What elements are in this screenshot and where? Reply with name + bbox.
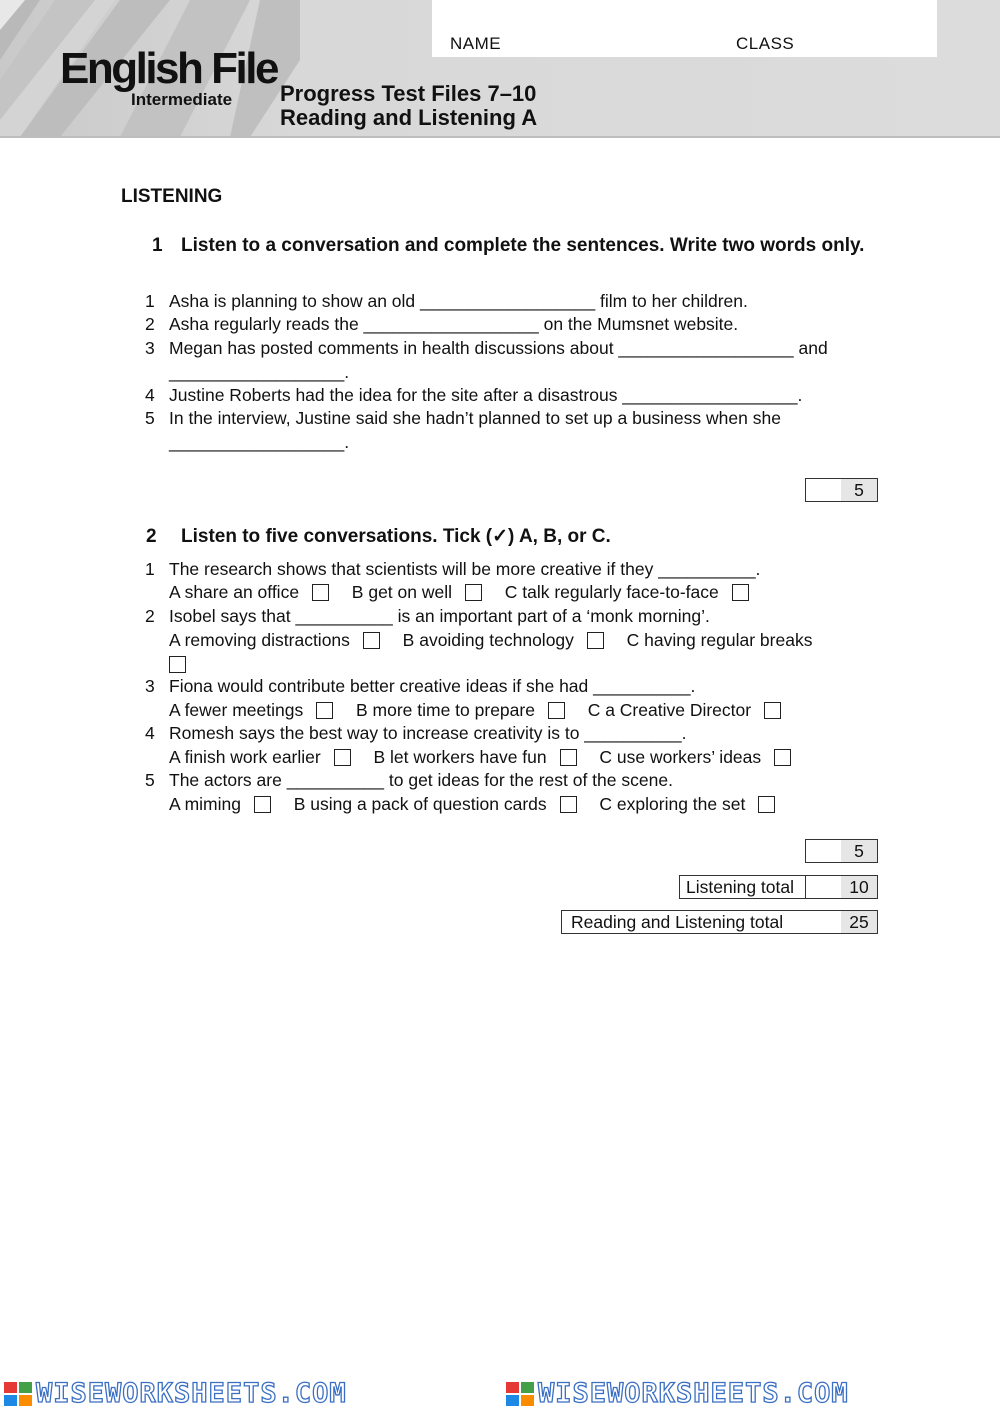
item-number: 2: [145, 606, 155, 626]
wise-logo-icon: [506, 1382, 534, 1406]
header-banner: [0, 0, 1000, 137]
header-divider: [0, 136, 1000, 138]
option-label: C a Creative Director: [587, 700, 752, 720]
class-label: CLASS: [736, 34, 795, 53]
wise-logo-icon: [4, 1382, 32, 1406]
q2-options-wrap: [169, 653, 186, 676]
q2-score-box: [805, 839, 878, 863]
item-number: 5: [145, 770, 155, 790]
tick-box[interactable]: [312, 584, 329, 601]
tick-box[interactable]: [334, 749, 351, 766]
option-label: B get on well: [351, 582, 452, 602]
item-text: The research shows that scientists will be more creative if they __________.: [169, 559, 761, 579]
item-text: Megan has posted comments in health discussions about __________________ and: [169, 338, 828, 358]
option-label: A share an office: [169, 582, 300, 602]
item-number: 3: [145, 676, 155, 696]
logo-title: English File: [60, 44, 277, 93]
option-label: B avoiding technology: [402, 630, 574, 650]
watermark-text: WISEWORKSHEETS.COM: [36, 1378, 347, 1409]
item-text: In the interview, Justine said she hadn’t planned to set up a business when she: [169, 408, 781, 428]
option-label: C having regular breaks: [626, 630, 813, 650]
item-text: Asha regularly reads the __________________ on the Mumsnet website.: [169, 314, 739, 334]
tick-box[interactable]: [316, 702, 333, 719]
item-number: 1: [145, 559, 155, 579]
option-label: A finish work earlier: [169, 747, 321, 767]
reading-listening-total-box: [561, 910, 878, 934]
item-number: 1: [145, 291, 155, 311]
listening-total-box: [679, 875, 878, 899]
score-entry-field[interactable]: [806, 840, 843, 862]
tick-box[interactable]: [732, 584, 749, 601]
option-label: B using a pack of question cards: [293, 794, 547, 814]
tick-box[interactable]: [465, 584, 482, 601]
score-entry-field[interactable]: [806, 876, 843, 898]
item-text: The actors are __________ to get ideas for the rest of the scene.: [169, 770, 673, 790]
item-text: Justine Roberts had the idea for the site after a disastrous __________________.: [169, 385, 803, 405]
item-text: __________________.: [169, 432, 350, 452]
item-text: Isobel says that __________ is an important part of a ‘monk morning’.: [169, 606, 710, 626]
score-entry-field[interactable]: [806, 911, 843, 933]
item-text: Asha is planning to show an old __________________ film to her children.: [169, 291, 748, 311]
test-subtitle: Reading and Listening A: [280, 105, 538, 130]
name-label: NAME: [450, 34, 502, 53]
tick-box[interactable]: [560, 796, 577, 813]
listening-total-label: Listening total: [680, 876, 806, 898]
option-label: C exploring the set: [599, 794, 746, 814]
rl-total-label: Reading and Listening total: [562, 911, 809, 933]
logo-subtitle: Intermediate: [131, 90, 233, 109]
item-number: 4: [145, 723, 155, 743]
rl-total-max: 25: [841, 911, 877, 933]
name-class-box[interactable]: [432, 0, 937, 57]
item-number: 4: [145, 385, 155, 405]
option-label: A fewer meetings: [169, 700, 304, 720]
item-number: 5: [145, 408, 155, 428]
watermark-text: WISEWORKSHEETS.COM: [538, 1378, 849, 1409]
q2-options: [169, 629, 812, 652]
item-text: Romesh says the best way to increase creativity is to __________.: [169, 723, 687, 743]
q2-options: [169, 793, 775, 816]
test-title: Progress Test Files 7–10: [280, 81, 537, 106]
option-label: C talk regularly face-to-face: [504, 582, 719, 602]
q2-number: 2: [146, 526, 157, 547]
option-label: C use workers’ ideas: [599, 747, 762, 767]
option-label: B more time to prepare: [355, 700, 535, 720]
item-number: 2: [145, 314, 155, 334]
tick-box[interactable]: [169, 656, 186, 673]
tick-box[interactable]: [758, 796, 775, 813]
score-entry-field[interactable]: [806, 479, 843, 501]
q2-options: [169, 581, 749, 604]
tick-box[interactable]: [764, 702, 781, 719]
tick-box[interactable]: [254, 796, 271, 813]
section-title: LISTENING: [121, 186, 223, 207]
q1-instruction: Listen to a conversation and complete the sentences. Write two words only.: [181, 235, 865, 256]
q2-options: [169, 746, 791, 769]
tick-box[interactable]: [587, 632, 604, 649]
tick-box[interactable]: [774, 749, 791, 766]
q1-heading: [146, 234, 876, 282]
item-number: 3: [145, 338, 155, 358]
option-label: A removing distractions: [169, 630, 350, 650]
tick-box[interactable]: [363, 632, 380, 649]
q2-instruction: Listen to five conversations. Tick (✓) A, B, or C.: [181, 526, 611, 547]
option-label: B let workers have fun: [373, 747, 547, 767]
q1-score-box: [805, 478, 878, 502]
option-label: A miming: [169, 794, 241, 814]
item-text: __________________.: [169, 362, 350, 382]
q1-number: 1: [152, 235, 163, 256]
tick-box[interactable]: [548, 702, 565, 719]
item-text: Fiona would contribute better creative ideas if she had __________.: [169, 676, 696, 696]
listening-total-max: 10: [841, 876, 877, 898]
score-max: 5: [841, 479, 877, 501]
q2-heading: [146, 525, 876, 550]
q2-options: [169, 699, 781, 722]
tick-box[interactable]: [560, 749, 577, 766]
score-max: 5: [841, 840, 877, 862]
